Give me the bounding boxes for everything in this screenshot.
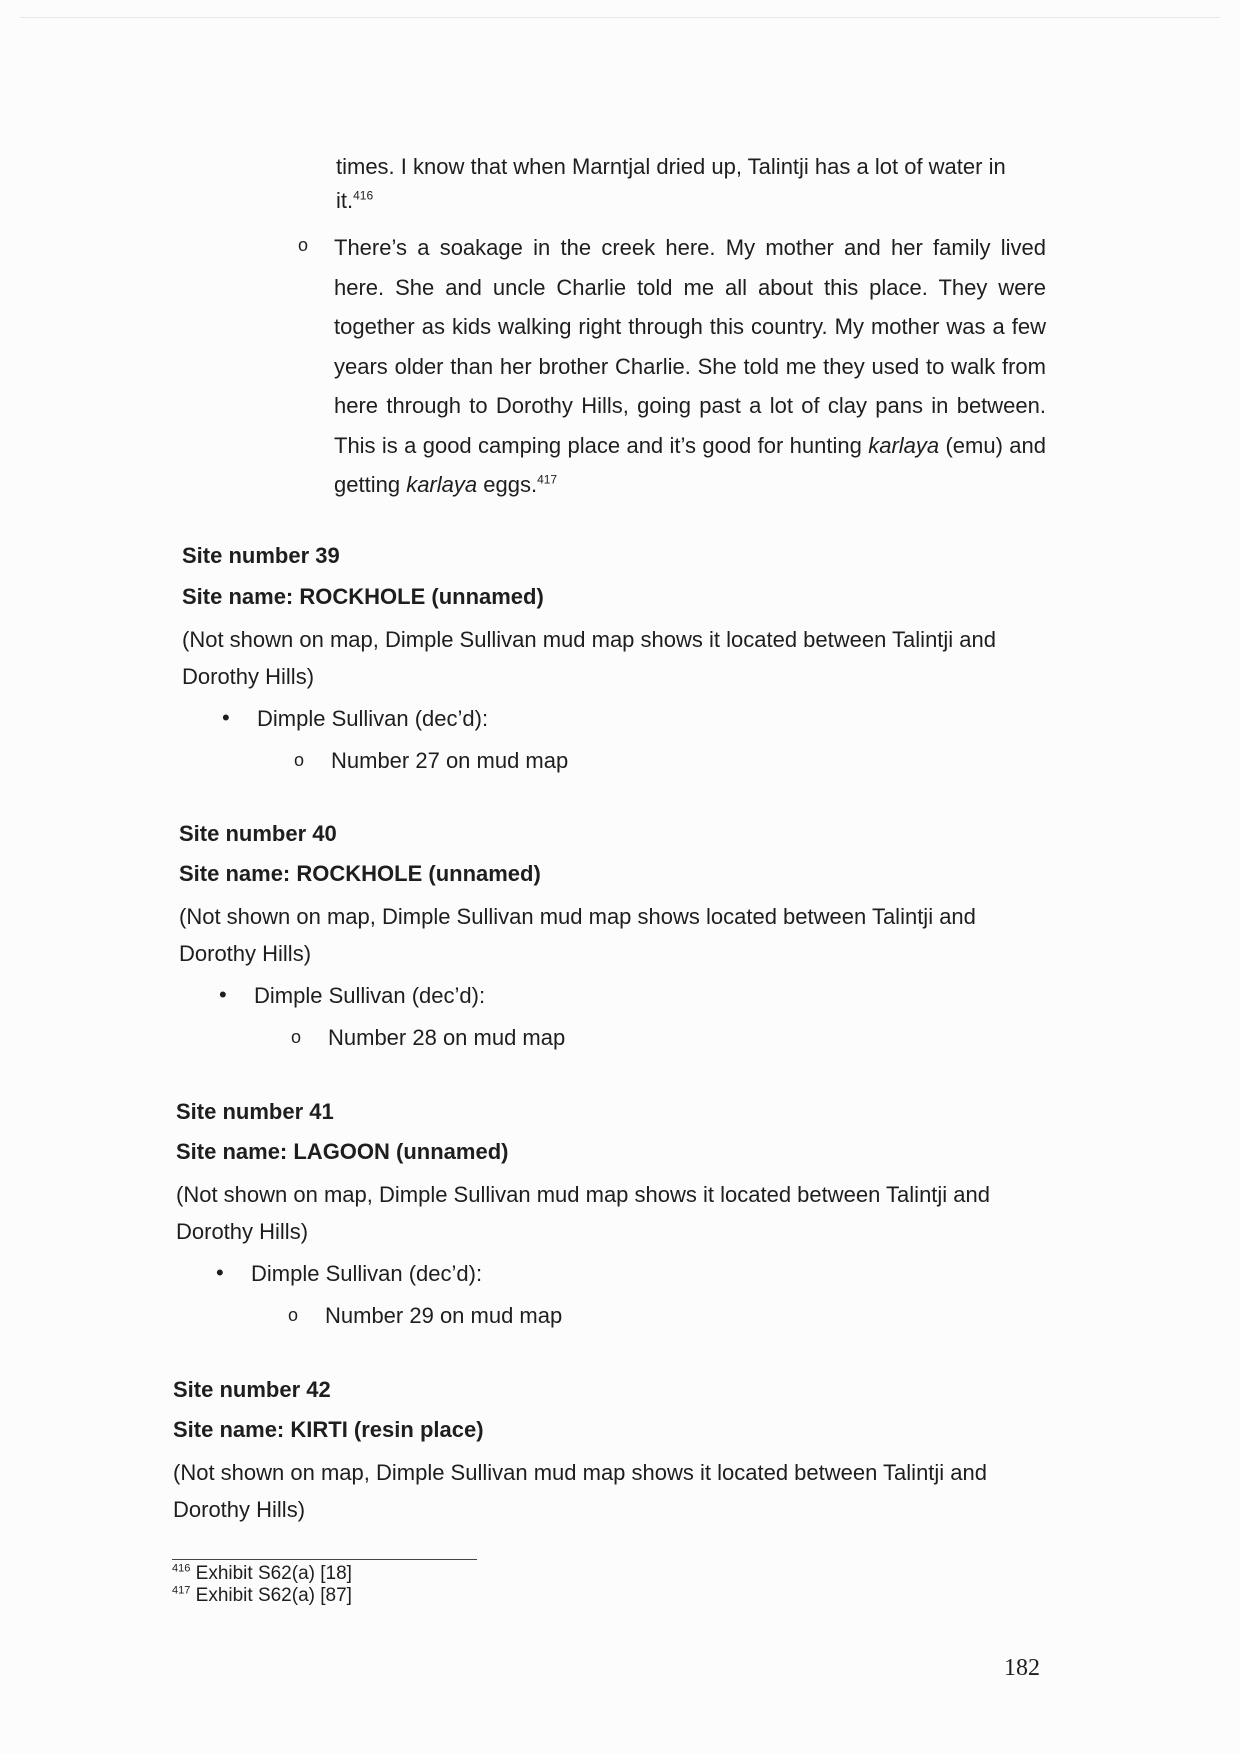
footnote-number: 417: [172, 1584, 191, 1597]
quote-text: There’s a soakage in the creek here. My mother and her family lived here. She and uncle Charlie told me all about this place. They were together as kids walking right through this country. My mother was a few years older than her brother Charlie. She told me they used to walk from here through to Dorothy Hills, going past a lot of clay pans in between. This is a good camping place and it’s good for hunting: [334, 235, 1046, 458]
footnote-text: Exhibit S62(a) [87]: [195, 1585, 352, 1606]
footnote-ref: 417: [537, 472, 558, 487]
site-description: (Not shown on map, Dimple Sullivan mud map shows it located between Talintji and: [176, 1182, 991, 1207]
site-name: Site name: ROCKHOLE (unnamed): [179, 861, 541, 886]
site-number: Site number 40: [179, 821, 337, 846]
footnote: [172, 1585, 352, 1607]
circle-marker: o: [298, 235, 309, 255]
site-person: Dimple Sullivan (dec’d):: [257, 706, 489, 731]
site-description: (Not shown on map, Dimple Sullivan mud map shows it located between Talintji and: [182, 627, 997, 652]
site-description: (Not shown on map, Dimple Sullivan mud map shows located between Talintji and: [179, 904, 976, 929]
circle-marker: o: [294, 750, 305, 770]
term-karlaya: karlaya: [868, 432, 940, 458]
continuation-line-1: times. I know that when Marntjal dried up, Talintji has a lot of water in: [336, 154, 1006, 179]
footnote-ref: 416: [353, 188, 374, 203]
bullet-marker: •: [216, 1260, 224, 1285]
site-description: Dorothy Hills): [176, 1219, 309, 1244]
site-description: Dorothy Hills): [173, 1497, 306, 1522]
site-number: Site number 42: [173, 1377, 331, 1402]
page-number: 182: [1004, 1655, 1040, 1681]
quote-text-end: eggs.: [483, 472, 538, 497]
site-name: Site name: ROCKHOLE (unnamed): [182, 584, 544, 609]
site-description: Dorothy Hills): [182, 664, 315, 689]
footnote-text: Exhibit S62(a) [18]: [195, 1563, 352, 1584]
circle-marker: o: [291, 1027, 302, 1047]
site-person: Dimple Sullivan (dec’d):: [251, 1261, 483, 1286]
footnote-number: 416: [172, 1562, 191, 1575]
quote-paragraph: [334, 228, 1046, 505]
site-description: Dorothy Hills): [179, 941, 312, 966]
continuation-line-2: [336, 186, 373, 216]
site-detail: Number 29 on mud map: [325, 1303, 563, 1328]
term-karlaya: karlaya: [406, 472, 478, 497]
circle-marker: o: [288, 1305, 299, 1325]
continuation-text: it.: [336, 188, 354, 213]
bullet-marker: •: [222, 705, 230, 730]
footnote-separator: [172, 1559, 477, 1560]
site-name: Site name: KIRTI (resin place): [173, 1417, 484, 1442]
site-number: Site number 41: [176, 1099, 334, 1124]
footnote: [172, 1563, 352, 1585]
site-description: (Not shown on map, Dimple Sullivan mud map shows it located between Talintji and: [173, 1460, 988, 1485]
site-number: Site number 39: [182, 543, 340, 568]
top-rule: [20, 17, 1220, 18]
bullet-marker: •: [219, 982, 227, 1007]
site-name: Site name: LAGOON (unnamed): [176, 1139, 509, 1164]
quote-text-middle: (emu) and getting: [334, 432, 1046, 497]
site-detail: Number 28 on mud map: [328, 1025, 566, 1050]
site-person: Dimple Sullivan (dec’d):: [254, 983, 486, 1008]
site-detail: Number 27 on mud map: [331, 748, 569, 773]
